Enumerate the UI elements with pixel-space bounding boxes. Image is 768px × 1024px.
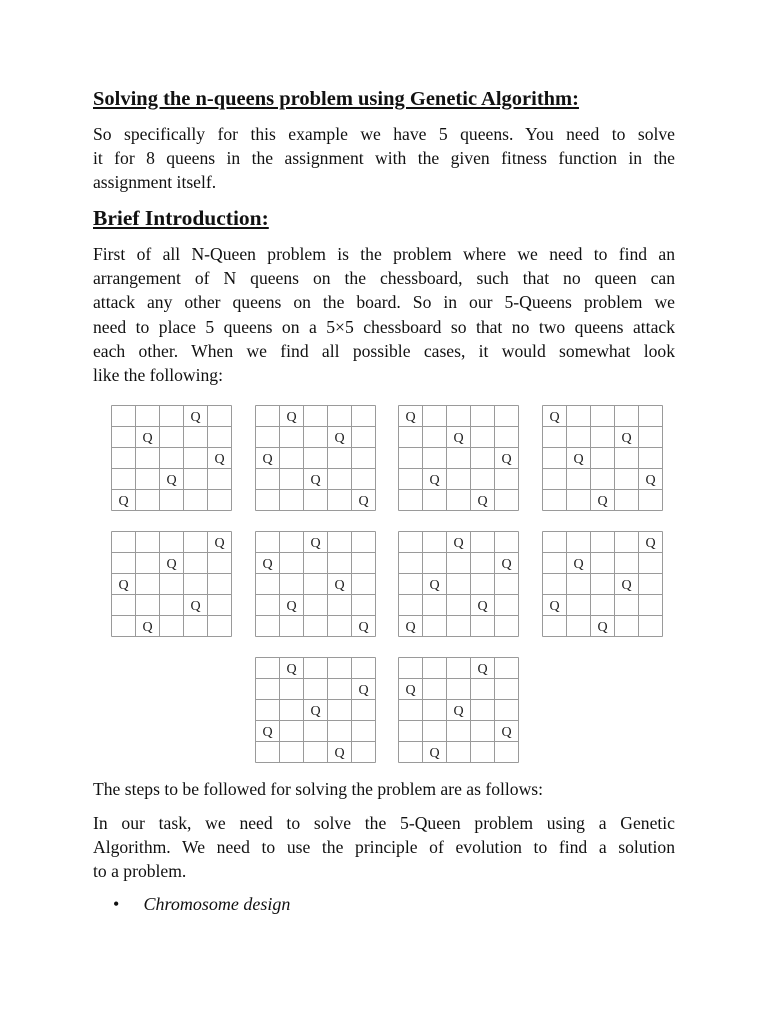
chessboard-grid: [542, 531, 663, 637]
queen-marker: Q: [310, 473, 321, 488]
brief-line: need to place 5 queens on a 5×5 chessboard so that no two queens attack: [93, 316, 675, 337]
chessboard-grid: [398, 657, 519, 763]
chessboard-solution: [398, 531, 518, 636]
queen-marker: Q: [645, 536, 656, 551]
brief-line: attack any other queens on the board. So in our 5-Queens problem we: [93, 292, 675, 313]
chessboard-grid: [255, 657, 376, 763]
document-title: Solving the n-queens problem using Genetic Algorithm:: [93, 88, 579, 110]
bullet-icon: •: [113, 894, 120, 914]
queen-marker: Q: [429, 578, 440, 593]
queen-marker: Q: [190, 410, 201, 425]
chessboard-solution: [398, 657, 518, 762]
steps-paragraph: [93, 777, 675, 801]
queen-marker: Q: [501, 452, 512, 467]
queen-marker: Q: [262, 452, 273, 467]
queen-marker: Q: [142, 620, 153, 635]
queen-marker: Q: [477, 494, 488, 509]
task-line: Algorithm. We need to use the principle of evolution to find a solution: [93, 837, 675, 858]
queen-marker: Q: [358, 620, 369, 635]
queen-marker: Q: [549, 410, 560, 425]
chessboard-grid: [255, 531, 376, 637]
queen-marker: Q: [286, 662, 297, 677]
intro-line: it for 8 queens in the assignment with the given fitness function in the: [93, 148, 675, 169]
brief-line: First of all N-Queen problem is the problem where we need to find an: [93, 244, 675, 264]
brief-line: arrangement of N queens on the chessboard, such that no queen can: [93, 268, 675, 289]
queen-marker: Q: [573, 557, 584, 572]
queen-marker: Q: [286, 410, 297, 425]
queen-marker: Q: [118, 494, 129, 509]
task-line: to a problem.: [93, 861, 187, 882]
queen-marker: Q: [429, 746, 440, 761]
brief-line: each other. When we find all possible cases, it would somewhat look: [93, 340, 675, 361]
queen-marker: Q: [621, 431, 632, 446]
queen-marker: Q: [166, 557, 177, 572]
section-heading: Brief Introduction:: [93, 206, 269, 230]
queen-marker: Q: [597, 620, 608, 635]
queen-marker: Q: [310, 704, 321, 719]
steps-line: The steps to be followed for solving the problem are as follows:: [93, 779, 544, 799]
queen-marker: Q: [142, 431, 153, 446]
queen-marker: Q: [358, 494, 369, 509]
queen-marker: Q: [429, 473, 440, 488]
queen-marker: Q: [549, 599, 560, 614]
task-line: In our task, we need to solve the 5-Queen problem using a Genetic: [93, 813, 675, 833]
queen-marker: Q: [214, 536, 225, 551]
chessboard-solution: [255, 657, 375, 762]
chessboard-solution: [542, 405, 662, 510]
queen-marker: Q: [621, 578, 632, 593]
queen-marker: Q: [453, 536, 464, 551]
intro-line: assignment itself.: [93, 172, 217, 193]
chessboard-solution: [111, 405, 231, 510]
brief-line: like the following:: [93, 364, 223, 385]
bullet-text: Chromosome design: [143, 894, 291, 914]
queen-marker: Q: [645, 473, 656, 488]
queen-marker: Q: [358, 683, 369, 698]
queen-marker: Q: [190, 599, 201, 614]
intro-line: So specifically for this example we have 5 queens. You need to solve: [93, 124, 675, 144]
queen-marker: Q: [501, 725, 512, 740]
chessboard-grid: [255, 405, 376, 511]
queen-marker: Q: [118, 578, 129, 593]
chessboard-grid: [398, 405, 519, 511]
queen-marker: Q: [501, 557, 512, 572]
queen-marker: Q: [477, 662, 488, 677]
queen-marker: Q: [166, 473, 177, 488]
chessboard-solution: [111, 531, 231, 636]
chessboard-grid: [398, 531, 519, 637]
queen-marker: Q: [453, 704, 464, 719]
chessboard-solution: [255, 405, 375, 510]
queen-marker: Q: [334, 578, 345, 593]
chessboard-grid: [111, 405, 232, 511]
queen-marker: Q: [597, 494, 608, 509]
chessboard-grid: [111, 531, 232, 637]
queen-marker: Q: [214, 452, 225, 467]
queen-marker: Q: [310, 536, 321, 551]
task-paragraph: [93, 811, 675, 884]
chessboard-solution: [255, 531, 375, 636]
queen-marker: Q: [334, 746, 345, 761]
queen-marker: Q: [573, 452, 584, 467]
chessboard-solution: [398, 405, 518, 510]
chessboard-grid: [542, 405, 663, 511]
queen-marker: Q: [405, 410, 416, 425]
bullet-list-item: [113, 894, 290, 915]
queen-marker: Q: [477, 599, 488, 614]
queen-marker: Q: [334, 431, 345, 446]
queen-marker: Q: [286, 599, 297, 614]
queen-marker: Q: [405, 683, 416, 698]
queen-marker: Q: [405, 620, 416, 635]
queen-marker: Q: [453, 431, 464, 446]
queen-marker: Q: [262, 725, 273, 740]
chessboard-solution: [542, 531, 662, 636]
queen-marker: Q: [262, 557, 273, 572]
